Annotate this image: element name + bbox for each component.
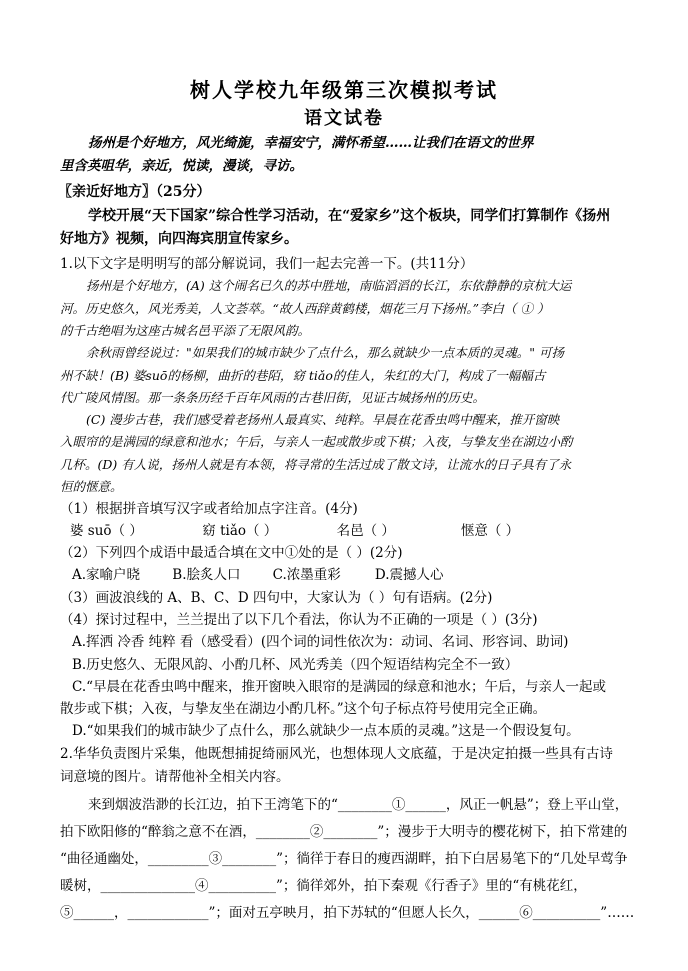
q1-sub4: （4）探讨过程中，兰兰提出了以下几个看法，你认为不正确的一项是（ ）(3分) xyxy=(60,612,538,628)
option-d: D.震撼人心 xyxy=(374,567,444,583)
passage-line-9: 几杯。(D) 有人说，扬州人就是有本领，将寻常的生活过成了散文诗，让流水的日子具有了永 xyxy=(60,457,572,472)
q1-sub4-option-a: A.挥洒 冷香 纯粹 看（感受看）(四个词的词性依次为：动词、名词、形容词、助词) xyxy=(72,634,569,650)
section-title: 〖亲近好地方〗（25分） xyxy=(58,184,211,200)
q1-sub1: （1）根据拼音填写汉字或者给加点字注音。(4分) xyxy=(60,501,358,517)
q2-body-4: 暖树，______________④__________”；徜徉郊外，拍下秦观《行香子》里的“有桃花红， xyxy=(60,878,587,894)
section-lead-1: 学校开展“天下国家”综合性学习活动，在“爱家乡”这个板块，同学们打算制作《扬州 xyxy=(88,208,611,224)
q1-sub4-option-c-cont: 散步或下棋；入夜，与挚友坐在湖边小酌几杯。”这个句子标点符号使用完全正确。 xyxy=(60,701,547,717)
intro-line-1: 扬州是个好地方，风光绮旎，幸福安宁，满怀希望……让我们在语文的世界 xyxy=(88,135,534,151)
q2-stem-2: 词意境的图片。请帮他补全相关内容。 xyxy=(60,769,290,785)
q1-sub2: （2）下列四个成语中最适合填在文中①处的是（ ）(2分) xyxy=(60,545,403,561)
passage-line-2: 河。历史悠久，风光秀美，人文荟萃。“故人西辞黄鹤楼，烟花三月下扬州。”李白（ ① ） xyxy=(60,301,550,316)
intro-line-2: 里含英咀华，亲近，悦读，漫谈，寻访。 xyxy=(60,158,303,174)
q2-body-1: 来到烟波浩渺的长江边，拍下王湾笔下的“________①______，风正一帆悬”；登上平山堂， xyxy=(88,797,629,813)
exam-subtitle: 语文试卷 xyxy=(304,108,384,129)
q2-stem-1: 2.华华负责图片采集，他既想捕捉绮丽风光，也想体现人文底蕴，于是决定拍摄一些具有古诗 xyxy=(60,746,613,762)
item-tiao: 窈 tiǎo（ ） xyxy=(202,523,278,539)
q2-body-3: “曲径通幽处，_________③________”；徜徉于春日的瘦西湖畔，拍下白居易笔下的“几处早莺争 xyxy=(60,851,628,867)
passage-line-8: 入眼帘的是满园的绿意和池水；午后，与亲人一起或散步或下棋；入夜，与挚友坐在湖边小酌 xyxy=(60,434,573,449)
passage-line-5: 州不缺！(B) 婆suō的杨柳，曲折的巷陌，窈 tiǎo的佳人，朱红的大门，构成了一幅幅古 xyxy=(60,368,546,383)
section-lead-2: 好地方》视频，向四海宾朋宣传家乡。 xyxy=(60,231,298,247)
passage-line-4: 余秋雨曾经说过："如果我们的城市缺少了点什么，那么就缺少一点本质的灵魂。" 可扬 xyxy=(86,345,564,360)
q2-body-2: 拍下欧阳修的“醉翁之意不在酒，________②________”；漫步于大明寺的樱花树下，拍下常建的 xyxy=(60,824,628,840)
option-b: B.脍炙人口 xyxy=(172,567,241,583)
passage-line-6: 代广陵风情图。那一条条历经千百年风雨的古巷旧街，见证古城扬州的历史。 xyxy=(60,390,486,405)
q1-sub4-option-c: C.“早晨在花香虫鸣中醒来，推开窗映入眼帘的是满园的绿意和池水；午后，与亲人一起或 xyxy=(72,679,607,695)
q2-body-5: ⑤______，____________”；面对五亭映月，拍下苏轼的“但愿人长久，______⑥__________”…… xyxy=(60,905,635,921)
option-c: C.浓墨重彩 xyxy=(272,567,341,583)
item-mingyi: 名邑（ ） xyxy=(336,523,395,539)
q1-sub1-items xyxy=(70,521,670,541)
passage-line-3: 的千古绝唱为这座古城名邑平添了无限风韵。 xyxy=(60,323,311,338)
item-qieyi: 惬意（ ） xyxy=(460,523,520,539)
passage-line-1: 扬州是个好地方，(A) 这个闹名已久的苏中胜地，南临滔滔的长江，东依静静的京杭大运 xyxy=(86,278,572,293)
q1-sub4-option-b: B.历史悠久、无限风韵、小酌几杯、风光秀美（四个短语结构完全不一致） xyxy=(72,657,519,673)
option-a: A.家喻户晓 xyxy=(72,567,141,583)
q1-sub2-options xyxy=(72,565,672,585)
item-suo: 婆 suō（ ） xyxy=(70,523,143,539)
q1-sub3: （3）画波浪线的 A、B、C、D 四句中，大家认为（ ）句有语病。(2分) xyxy=(60,590,493,606)
q1-stem: 1.以下文字是明明写的部分解说词，我们一起去完善一下。(共11分） xyxy=(60,256,474,272)
passage-line-10: 恒的惬意。 xyxy=(60,479,123,494)
exam-title: 树人学校九年级第三次模拟考试 xyxy=(190,78,498,102)
passage-line-7: (C) 漫步古巷，我们感受着老扬州人最真实、纯粹。早晨在花香虫鸣中醒来，推开窗映 xyxy=(86,412,560,427)
q1-sub4-option-d: D.“如果我们的城市缺少了点什么，那么就缺少一点本质的灵魂。”这是一个假设复句。 xyxy=(72,723,580,739)
